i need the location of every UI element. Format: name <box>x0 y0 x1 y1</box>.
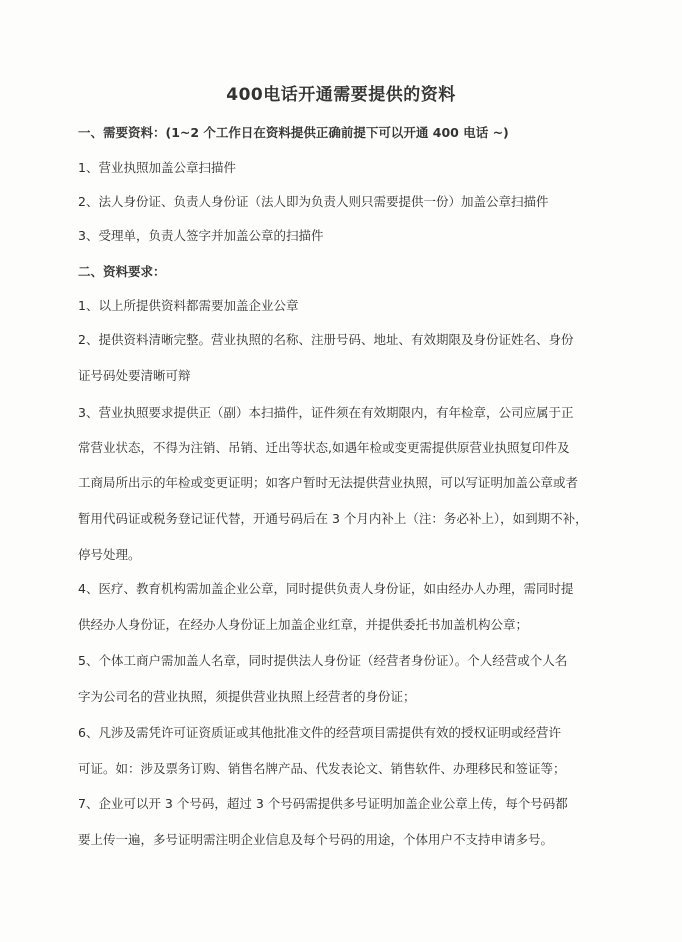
section-2-line: 6、凡涉及需凭许可证资质证或其他批准文件的经营项目需提供有效的授权证明或经营许 <box>78 725 561 740</box>
section-2-line: 暂用代码证或税务登记证代替，开通号码后在 3 个月内补上（注：务必补上），如到期不补， <box>78 511 588 526</box>
section-2-line: 证号码处要清晰可辩 <box>78 368 191 383</box>
section-2-line: 7、企业可以开 3 个号码，超过 3 个号码需提供多号证明加盖企业公章上传，每个号码都 <box>78 796 568 811</box>
section-1-item: 3、受理单，负责人签字并加盖公章的扫描件 <box>78 228 324 243</box>
section-2-heading: 二、资料要求： <box>78 264 166 279</box>
section-2-line: 工商局所出示的年检或变更证明；如客户暂时无法提供营业执照，可以写证明加盖公章或者 <box>78 475 579 490</box>
section-2-line: 3、营业执照要求提供正（副）本扫描件，证件须在有效期限内，有年检章，公司应属于正 <box>78 405 574 420</box>
section-2-line: 停号处理。 <box>78 547 141 562</box>
section-2-line: 1、以上所提供资料都需要加盖企业公章 <box>78 298 299 313</box>
document-title: 400电话开通需要提供的资料 <box>226 85 456 105</box>
section-1-heading: 一、需要资料：(1~2 个工作日在资料提供正确前提下可以开通 400 电话 ~) <box>78 125 509 140</box>
section-2-line: 2、提供资料清晰完整。营业执照的名称、注册号码、地址、有效期限及身份证姓名、身份 <box>78 332 574 347</box>
section-2-line: 供经办人身份证，在经办人身份证上加盖企业红章，并提供委托书加盖机构公章； <box>78 617 529 632</box>
section-2-line: 可证。如：涉及票务订购、销售名牌产品、代发表论文、销售软件、办理移民和签证等； <box>78 761 566 776</box>
section-1-item: 1、营业执照加盖公章扫描件 <box>78 160 236 175</box>
section-2-line: 要上传一遍，多号证明需注明企业信息及每个号码的用途，个体用户不支持申请多号。 <box>78 832 554 847</box>
section-2-line: 常营业状态，不得为注销、吊销、迁出等状态,如遇年检或变更需提供原营业执照复印件及 <box>78 440 570 455</box>
section-2-line: 字为公司名的营业执照，须提供营业执照上经营者的身份证； <box>78 689 416 704</box>
section-1-item: 2、法人身份证、负责人身份证（法人即为负责人则只需要提供一份）加盖公章扫描件 <box>78 194 549 209</box>
section-2-line: 4、医疗、教育机构需加盖企业公章，同时提供负责人身份证，如由经办人办理，需同时提 <box>78 581 574 596</box>
section-2-line: 5、个体工商户需加盖人名章，同时提供法人身份证（经营者身份证）。个人经营或个人名 <box>78 653 568 668</box>
